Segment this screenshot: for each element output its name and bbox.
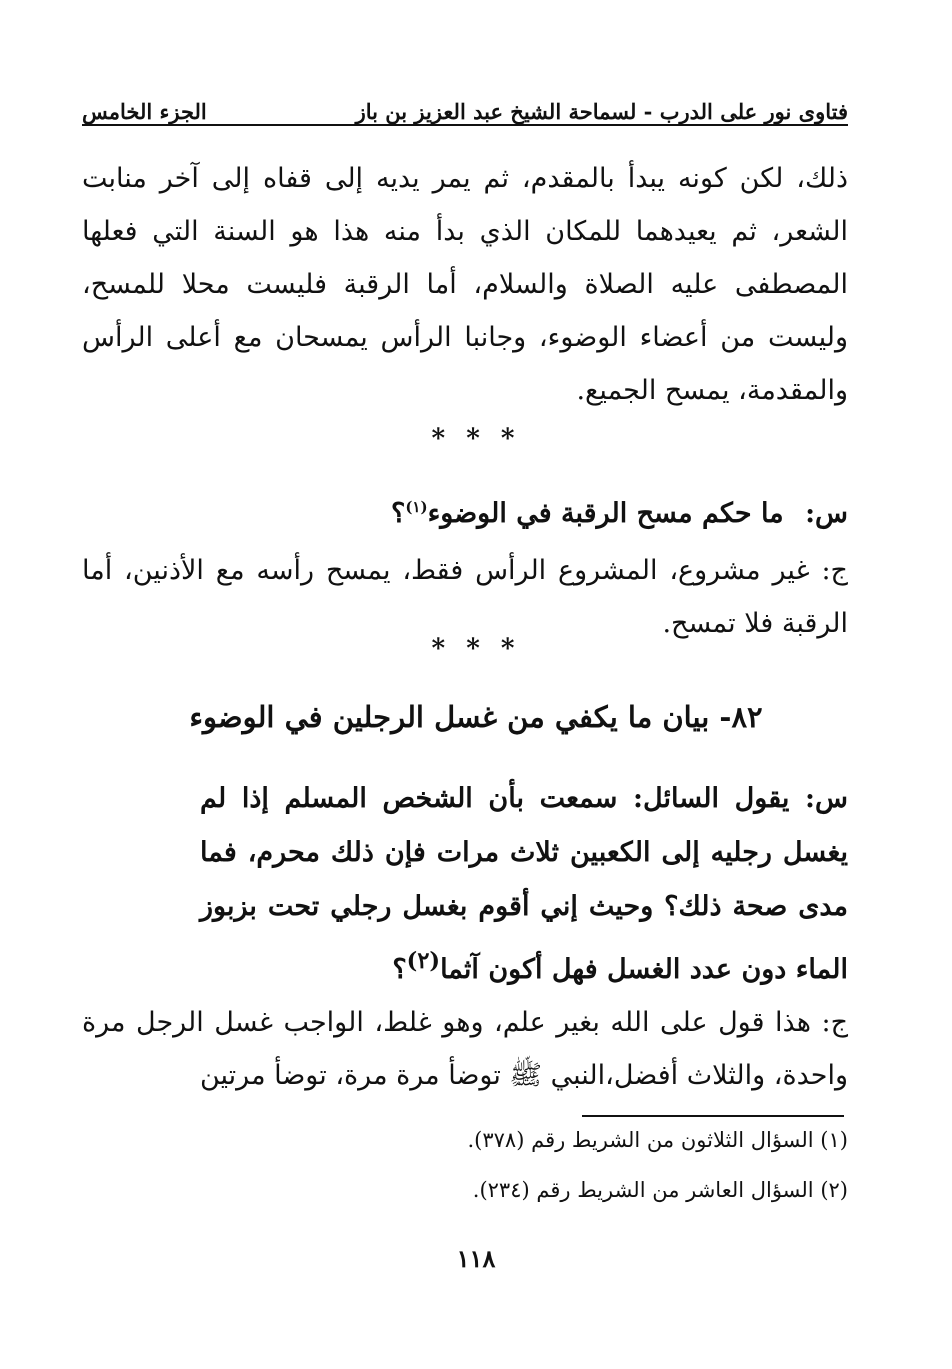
answer-2: ج: هذا قول على الله بغير علم، وهو غلط، الواجب غسل الرجل مرة واحدة، والثلاث أفضل،النبي ﷺ توضأ مرة مرة، توضأ مرتين: [82, 1007, 848, 1091]
question-text: ما حكم مسح الرقبة في الوضوء: [427, 498, 784, 529]
footnote-2: (٢) السؤال العاشر من الشريط رقم (٢٣٤).: [472, 1178, 848, 1202]
footnote-rule: [582, 1115, 844, 1117]
footnote-ref: (١): [405, 498, 428, 516]
question-mark: ؟: [392, 954, 407, 985]
question-label: س:: [805, 498, 848, 529]
answer-1: ج: غير مشروع، المشروع الرأس فقط، يمسح رأسه مع الأذنين، أما الرقبة فلا تمسح.: [82, 555, 848, 639]
footnote-1: (١) السؤال الثلاثون من الشريط رقم (٣٧٨).: [467, 1128, 848, 1152]
question-label: س:: [805, 783, 848, 814]
separator-stars-2: * * *: [431, 634, 521, 664]
footnote-ref: (٢): [406, 948, 441, 974]
question-text: يقول السائل: سمعت بأن الشخص المسلم إذا لم يغسل رجليه إلى الكعبين ثلاث مرات فإن ذلك محرم، فما مدى صحة ذلك؟ وحيث إني أقوم بغسل رجلي تحت بزبوز الماء دون عدد الغسل فهل أكون آثما: [200, 783, 848, 985]
page-number: ١١٨: [456, 1244, 496, 1273]
paragraph-continued: ذلك، لكن كونه يبدأ بالمقدم، ثم يمر يديه إلى قفاه إلى آخر منابت الشعر، ثم يعيدهما للمكان الذي بدأ منه هذا هو السنة التي فعلها المصطفى عليه الصلاة والسلام، أما الرقبة فليست محلا للمسح، وليست من أعضاء الوضوء، وجانبا الرأس يمسحان مع أعلى الرأس والمقدمة، يمسح الجميع.: [82, 163, 848, 406]
separator-stars: * * *: [431, 424, 521, 454]
question-mark: ؟: [390, 498, 406, 529]
volume-label: الجزء الخامس: [82, 99, 207, 124]
section-heading: ٨٢- بيان ما يكفي من غسل الرجلين في الوضوء: [189, 700, 763, 734]
question-1: [82, 482, 848, 539]
running-header: [82, 84, 848, 126]
book-title: فتاوى نور على الدرب - لسماحة الشيخ عبد العزيز بن باز: [355, 99, 848, 124]
question-2: [200, 772, 848, 997]
